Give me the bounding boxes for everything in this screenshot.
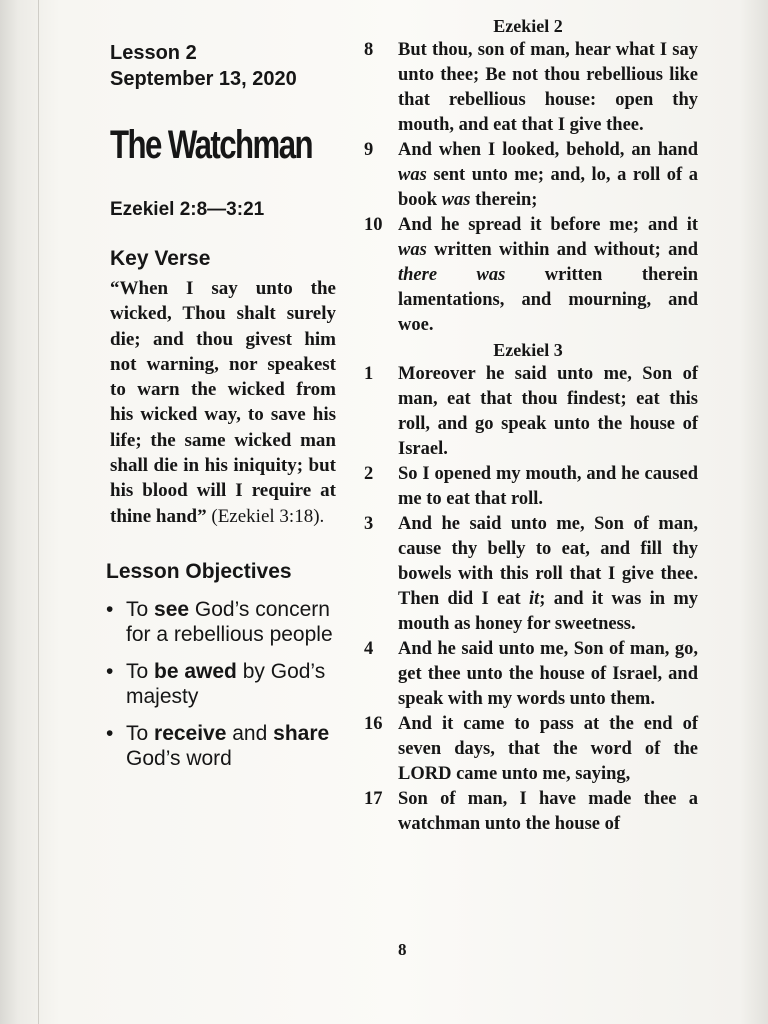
page-number: 8 xyxy=(398,940,407,959)
verse xyxy=(358,712,698,787)
verse-number: 16 xyxy=(364,714,383,734)
verse-text: And when I looked, behold, an hand was sent unto me; and, lo, a roll of a book was therein; xyxy=(398,140,698,210)
objectives-list xyxy=(104,597,340,771)
verse-number: 9 xyxy=(364,140,374,160)
verse-number: 1 xyxy=(364,364,374,384)
bullet-icon: • xyxy=(106,597,114,621)
verse-text: And it came to pass at the end of seven days, that the word of the LORD came unto me, saying, xyxy=(398,714,698,784)
objective-item: • To receive and share God’s word xyxy=(106,721,330,770)
key-verse-quote: “When I say unto the wicked, Thou shalt surely die; and thou givest him not warning, nor speakest to warn the wicked from his wicked way, to save his life; the same wicked man shall die in his iniquity; but his blood will I require at thine hand” xyxy=(110,278,336,527)
left-column xyxy=(106,40,340,783)
verse xyxy=(358,512,698,637)
objective-verb: see xyxy=(154,597,190,621)
lesson-date: September 13, 2020 xyxy=(110,68,297,90)
key-verse-citation: (Ezekiel 3:18). xyxy=(206,505,325,527)
bullet-icon: • xyxy=(106,659,114,683)
verse-number: 17 xyxy=(364,789,383,809)
verse-text: Moreover he said unto me, Son of man, eat that thou findest; eat this roll, and go speak unto the house of Israel. xyxy=(398,364,698,459)
verse-text: And he spread it before me; and it was written within and without; and there was written therein lamentations, and mourning, and woe. xyxy=(398,215,698,335)
verse-text: And he said unto me, Son of man, go, get thee unto the house of Israel, and speak with my words unto them. xyxy=(398,639,698,709)
objectives-heading: Lesson Objectives xyxy=(106,559,292,583)
scripture-column xyxy=(358,14,698,837)
verse-number: 8 xyxy=(364,40,374,60)
verse xyxy=(358,787,698,837)
verse-text: So I opened my mouth, and he caused me to eat that roll. xyxy=(398,464,698,509)
verse-number: 3 xyxy=(364,514,374,534)
page-spine xyxy=(38,0,39,1024)
verse-text: But thou, son of man, hear what I say unto thee; Be not thou rebellious like that rebellious house: open thy mouth, and eat that I give thee. xyxy=(398,40,698,135)
lesson-title: The Watchman xyxy=(110,123,313,167)
objective-item: • To be awed by God’s majesty xyxy=(106,659,326,708)
verse-text: Son of man, I have made thee a watchman unto the house of xyxy=(398,789,698,834)
objective-verb: be awed xyxy=(154,659,237,683)
key-verse-heading: Key Verse xyxy=(110,247,211,270)
bullet-icon: • xyxy=(106,721,114,745)
verse xyxy=(358,138,698,213)
objective-verb: share xyxy=(273,721,330,745)
scripture-reference: Ezekiel 2:8—3:21 xyxy=(110,199,265,220)
verse-number: 10 xyxy=(364,215,383,235)
verse-text: And he said unto me, Son of man, cause thy belly to eat, and fill thy bowels with this roll that I give thee. Then did I eat it; and it was in my mouth as honey for sweetness. xyxy=(398,514,698,634)
verse xyxy=(358,462,698,512)
chapter-heading: Ezekiel 3 xyxy=(493,340,563,360)
verse xyxy=(358,213,698,338)
verse-number: 2 xyxy=(364,464,374,484)
key-verse-text xyxy=(110,276,336,529)
verse-number: 4 xyxy=(364,639,374,659)
objective-item: • To see God’s concern for a rebellious people xyxy=(106,597,333,646)
chapter-heading: Ezekiel 2 xyxy=(493,16,563,36)
verse xyxy=(358,38,698,138)
verse xyxy=(358,362,698,462)
verse xyxy=(358,637,698,712)
lesson-number: Lesson 2 xyxy=(110,42,197,64)
objective-verb: receive xyxy=(154,721,227,745)
